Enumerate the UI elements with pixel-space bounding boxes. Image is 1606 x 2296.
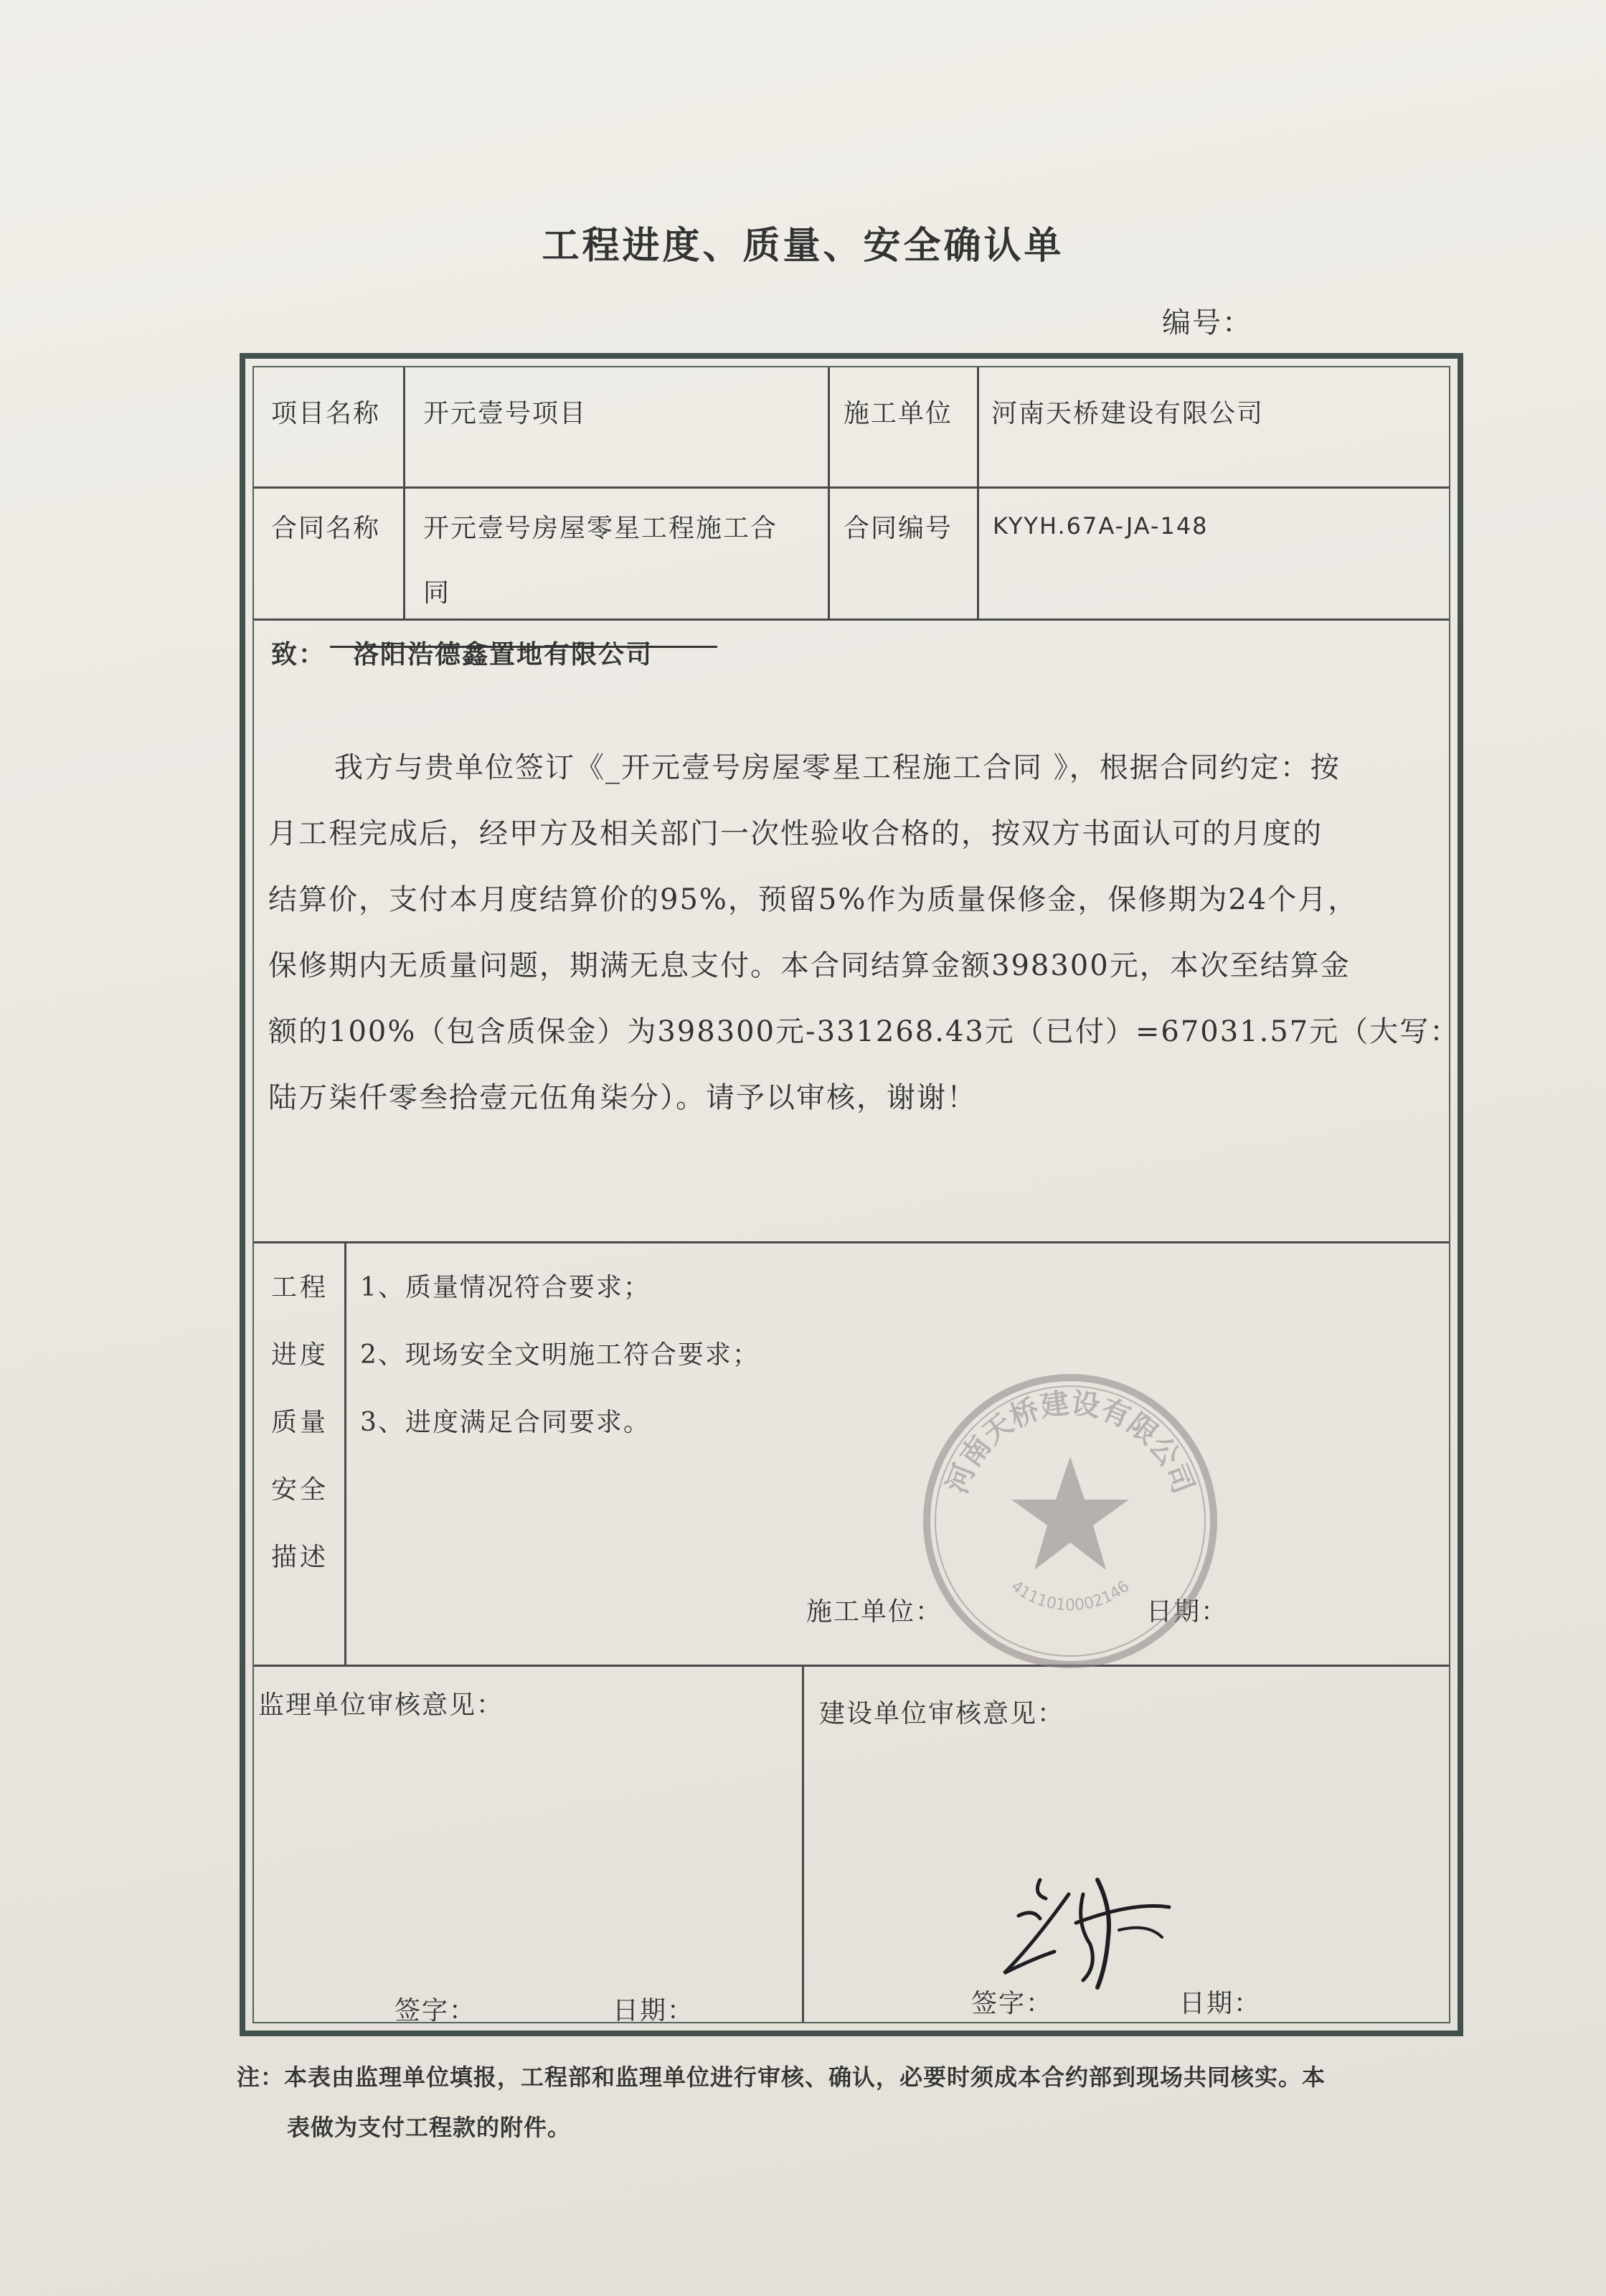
serial-number-label: 编号： [1162,306,1252,339]
form-note [237,2052,1442,2152]
description-item-1: 1、质量情况符合要求； [360,1273,651,1302]
row-divider [254,486,1449,489]
description-side-label-4: 安全 [271,1475,329,1505]
contractor-date-label: 日期： [1146,1597,1229,1627]
form-table [240,353,1463,2036]
contract-number-label: 合同编号 [844,514,953,543]
letter-line-5: 额的100%（包含质保金）为398300元-331268.43元（已付）=67031.57元（大写： [268,1015,1460,1048]
supervisor-sign-label: 签字： [395,1996,477,2026]
contract-number-value: KYYH.67A-JA-148 [993,512,1209,540]
col-divider [403,367,405,618]
company-seal-stamp [912,1363,1228,1679]
seal-text: 河南天桥建设有限公司 [940,1385,1201,1498]
note-line-2: 表做为支付工程款的附件。 [287,2114,572,2141]
contract-name-value-line2: 同 [423,578,451,608]
row-divider [254,618,1449,621]
col-divider [828,367,830,618]
supervisor-review-title: 监理单位审核意见： [258,1690,504,1720]
description-side-label-1: 工程 [271,1273,329,1302]
letter-line-2: 月工程完成后，经甲方及相关部门一次性验收合格的，按双方书面认可的月度的 [268,817,1323,850]
seal-code: 4111010002146 [1007,1577,1133,1615]
description-side-label-2: 进度 [271,1340,329,1370]
col-divider [802,1665,804,2022]
description-side-label-5: 描述 [271,1543,329,1572]
owner-review-title: 建设单位审核意见： [819,1699,1065,1728]
project-name-label: 项目名称 [271,399,381,428]
letter-line-4: 保修期内无质量问题，期满无息支付。本合同结算金额398300元，本次至结算金 [268,949,1351,982]
row-divider [254,1241,1449,1243]
col-divider [977,367,979,618]
description-item-2: 2、现场安全文明施工符合要求； [360,1340,760,1370]
contractor-value: 河南天桥建设有限公司 [991,399,1265,428]
addressee-label: 致： [271,639,326,669]
seal-star-icon [1011,1457,1129,1570]
form-table-inner [252,366,1460,2026]
letter-line-6: 陆万柒仟零叁拾壹元伍角柒分）。请予以审核，谢谢！ [268,1081,977,1114]
owner-sign-label: 签字： [971,1989,1054,2018]
col-divider [344,1241,346,1665]
owner-date-label: 日期： [1179,1989,1262,2018]
description-side-label-3: 质量 [271,1408,329,1437]
addressee-value: 洛阳浩德鑫置地有限公司 [353,639,653,669]
row-divider [254,1665,1449,1667]
handwritten-signature [990,1866,1205,1995]
contractor-label: 施工单位 [844,399,953,428]
addressee-underline [330,646,717,648]
project-name-value: 开元壹号项目 [423,399,587,428]
contract-name-value-line1: 开元壹号房屋零星工程施工合 [423,514,778,543]
note-line-1: 注：本表由监理单位填报，工程部和监理单位进行审核、确认，必要时须成本合约部到现场共同核实。本 [237,2064,1326,2091]
letter-line-3: 结算价，支付本月度结算价的95%，预留5%作为质量保修金，保修期为24个月， [268,883,1359,916]
form-title: 工程进度、质量、安全确认单 [542,224,1064,268]
supervisor-date-label: 日期： [613,1996,695,2026]
letter-line-1: 我方与贵单位签订《_开元壹号房屋零星工程施工合同 》，根据合同约定：按 [334,751,1341,784]
contract-name-label: 合同名称 [271,514,381,543]
contractor-sign-label: 施工单位： [806,1597,943,1627]
description-item-3: 3、进度满足合同要求。 [360,1408,651,1437]
svg-text:4111010002146 [1007,1578,1133,1615]
